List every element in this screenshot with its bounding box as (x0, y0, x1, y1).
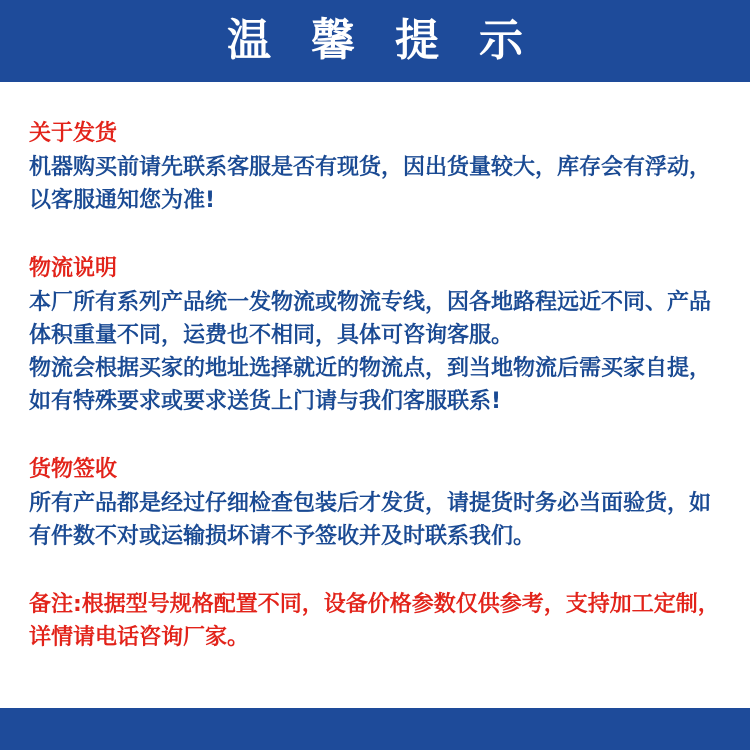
page-title: 温馨提示 (227, 15, 563, 66)
section-title-logistics: 物流说明 (29, 256, 118, 281)
section-title-shipping: 关于发货 (29, 121, 118, 146)
footer-banner (0, 708, 750, 750)
logistics-paragraph-1: 本厂所有系列产品统一发物流或物流专线，因各地路程远近不同、产品体积重量不同，运费也不相同，具体可咨询客服。 (29, 290, 712, 348)
section-title-receipt: 货物签收 (29, 457, 118, 482)
remark-note: 备注:根据型号规格配置不同，设备价格参数仅供参考，支持加工定制，详情请电话咨询厂家。 (29, 592, 720, 650)
section-shipping (29, 117, 729, 217)
header-banner (0, 0, 750, 82)
section-logistics (29, 252, 729, 418)
receipt-paragraph: 所有产品都是经过仔细检查包装后才发货，请提货时务必当面验货，如有件数不对或运输损坏请不予签收并及时联系我们。 (29, 491, 712, 549)
logistics-paragraph-2: 物流会根据买家的地址选择就近的物流点，到当地物流后需买家自提，如有特殊要求或要求送货上门请与我们客服联系! (29, 356, 712, 414)
notice-content (29, 117, 729, 654)
shipping-paragraph: 机器购买前请先联系客服是否有现货，因出货量较大，库存会有浮动，以客服通知您为准! (29, 155, 712, 213)
section-receipt (29, 453, 729, 553)
